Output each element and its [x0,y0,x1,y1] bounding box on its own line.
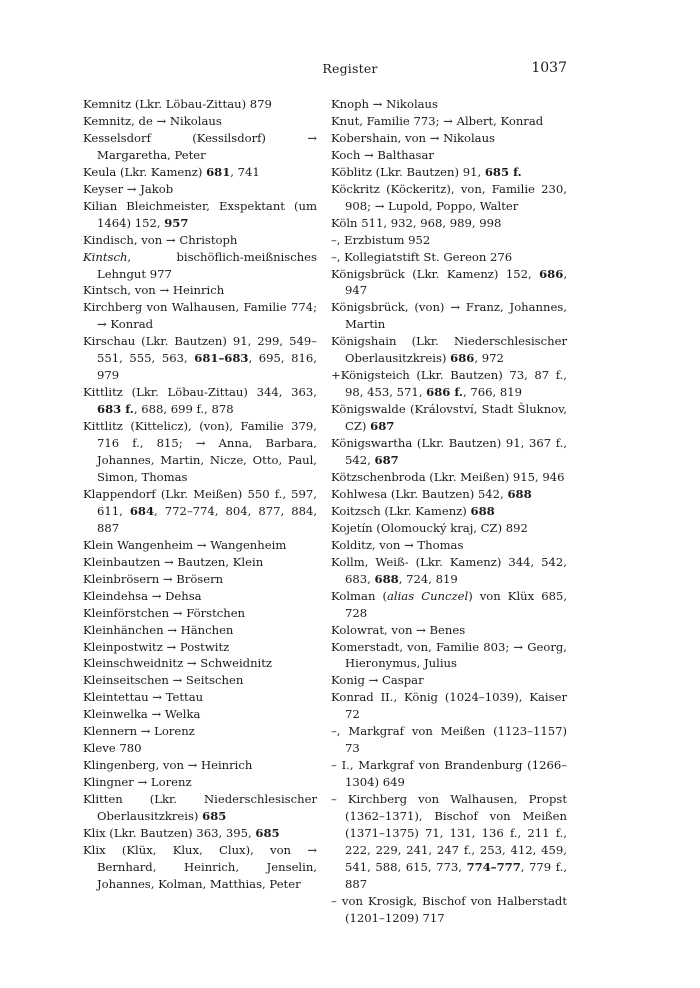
index-entry: Kohlwesa (Lkr. Bautzen) 542, 688 [331,486,532,501]
index-entry: Köln 511, 932, 968, 989, 998 [331,215,502,230]
index-entry: – von Krosigk, Bischof von Halberstadt (1201–1209) 717 [331,893,567,925]
index-entry: Kindisch, von → Christoph [83,232,238,247]
index-entry: Kleinpostwitz → Postwitz [83,639,230,654]
index-column-right [331,96,567,927]
index-entry: Konrad II., König (1024–1039), Kaiser 72 [331,690,567,722]
index-entry: Kleinförstchen → Förstchen [83,605,246,620]
index-entry: Kilian Bleichmeister, Exspektant (um 1464) 152, 957 [83,198,317,230]
index-entry: Kirschau (Lkr. Bautzen) 91, 299, 549–551, 555, 563, 681–683, 695, 816, 979 [83,334,317,383]
index-entry: Kolowrat, von → Benes [331,622,466,637]
index-entry: Koch → Balthasar [331,147,434,162]
index-entry: Kolditz, von → Thomas [331,537,464,552]
index-entry: Kleinhänchen → Hänchen [83,622,234,637]
index-entry: Knoph → Nikolaus [331,97,438,111]
index-entry: Klingner → Lorenz [83,775,192,790]
index-entry: Kollm, Weiß- (Lkr. Kamenz) 344, 542, 683, 688, 724, 819 [331,554,567,586]
index-entry: Komerstadt, von, Familie 803; → Georg, Hieronymus, Julius [331,639,567,671]
index-entry: Königswalde (Království, Stadt Šluknov, CZ) 687 [331,402,567,434]
index-entry: Köblitz (Lkr. Bautzen) 91, 685 f. [331,164,522,179]
index-entry: Koitzsch (Lkr. Kamenz) 688 [331,503,495,518]
index-entry: Kirchberg von Walhausen, Familie 774; → Konrad [83,300,317,332]
index-column-left [83,96,317,893]
index-entry: Konig → Caspar [331,673,424,688]
index-entry: –, Erzbistum 952 [331,232,431,247]
index-entry: Kleinwelka → Welka [83,707,201,722]
index-entry: Kittlitz (Lkr. Löbau-Zittau) 344, 363, 683 f., 688, 699 f., 878 [83,385,317,417]
index-entry: Kleintettau → Tettau [83,690,204,705]
index-entry: Klingenberg, von → Heinrich [83,758,253,773]
index-entry: Klein Wangenheim → Wangenheim [83,537,287,552]
index-entry: Knut, Familie 773; → Albert, Konrad [331,113,544,128]
page-number: 1037 [531,60,567,76]
index-entry: Kittlitz (Kittelicz), (von), Familie 379, 716 f., 815; → Anna, Barbara, Johannes, Martin, Nicze, Otto, Paul, Simon, Thomas [83,419,317,484]
index-entry: Keula (Lkr. Kamenz) 681, 741 [83,164,260,179]
index-entry: Kleinbrösern → Brösern [83,571,224,586]
index-entry: – I., Markgraf von Brandenburg (1266–1304) 649 [331,758,567,790]
index-entry: Kolman (alias Cunczel) von Klüx 685, 728 [331,588,568,620]
index-entry: Kötzschenbroda (Lkr. Meißen) 915, 946 [331,469,565,484]
index-entry: Kesselsdorf (Kessilsdorf) → Margaretha, Peter [83,130,317,162]
index-entry: Köckritz (Köckeritz), von, Familie 230, 908; → Lupold, Poppo, Walter [331,181,567,213]
index-entry: +Königsteich (Lkr. Bautzen) 73, 87 f., 98, 453, 571, 686 f., 766, 819 [331,368,567,400]
index-entry: Kintsch, bischöflich-meißnisches Lehngut 977 [83,249,317,281]
index-entry: Kobershain, von → Nikolaus [331,130,496,145]
index-entry: Klix (Lkr. Bautzen) 363, 395, 685 [83,825,280,840]
index-entry: – Kirchberg von Walhausen, Propst (1362–1371), Bischof von Meißen (1371–1375) 71, 131, 136 f., 211 f., 222, 229, 241, 247 f., 253, 412, 459, 541, 588, 615, 773, 774–777, 779 f., 887 [331,792,568,891]
index-entry: Königshain (Lkr. Niederschlesischer Oberlausitzkreis) 686, 972 [331,334,567,366]
index-entry: Königswartha (Lkr. Bautzen) 91, 367 f., 542, 687 [331,436,567,468]
index-entry: Klappendorf (Lkr. Meißen) 550 f., 597, 611, 684, 772–774, 804, 877, 884, 887 [83,486,318,535]
index-entry: Klennern → Lorenz [83,724,195,739]
index-entry: Kleinbautzen → Bautzen, Klein [83,554,264,569]
index-entry: –, Markgraf von Meißen (1123–1157) 73 [331,724,567,756]
index-entry: –, Kollegiatstift St. Gereon 276 [331,249,513,264]
index-entry: Kemnitz, de → Nikolaus [83,113,222,128]
index-entry: Kleve 780 [83,741,142,756]
index-entry: Kemnitz (Lkr. Löbau-Zittau) 879 [83,97,272,111]
index-entry: Keyser → Jakob [83,181,174,196]
index-entry: Klitten (Lkr. Niederschlesischer Oberlausitzkreis) 685 [83,792,317,824]
index-entry: Klix (Klüx, Klux, Clux), von → Bernhard, Heinrich, Jenselin, Johannes, Kolman, Matthias, Peter [83,842,317,891]
index-entry: Königsbrück, (von) → Franz, Johannes, Martin [331,300,567,332]
index-entry: Kintsch, von → Heinrich [83,283,225,298]
index-entry: Kojetín (Olomoucký kraj, CZ) 892 [331,520,528,535]
running-header-title: Register [322,61,378,76]
index-entry: Kleinschweidnitz → Schweidnitz [83,656,273,671]
index-entry: Kleindehsa → Dehsa [83,588,202,603]
index-entry: Königsbrück (Lkr. Kamenz) 152, 686, 947 [331,266,567,298]
index-entry: Kleinseitschen → Seitschen [83,673,244,688]
